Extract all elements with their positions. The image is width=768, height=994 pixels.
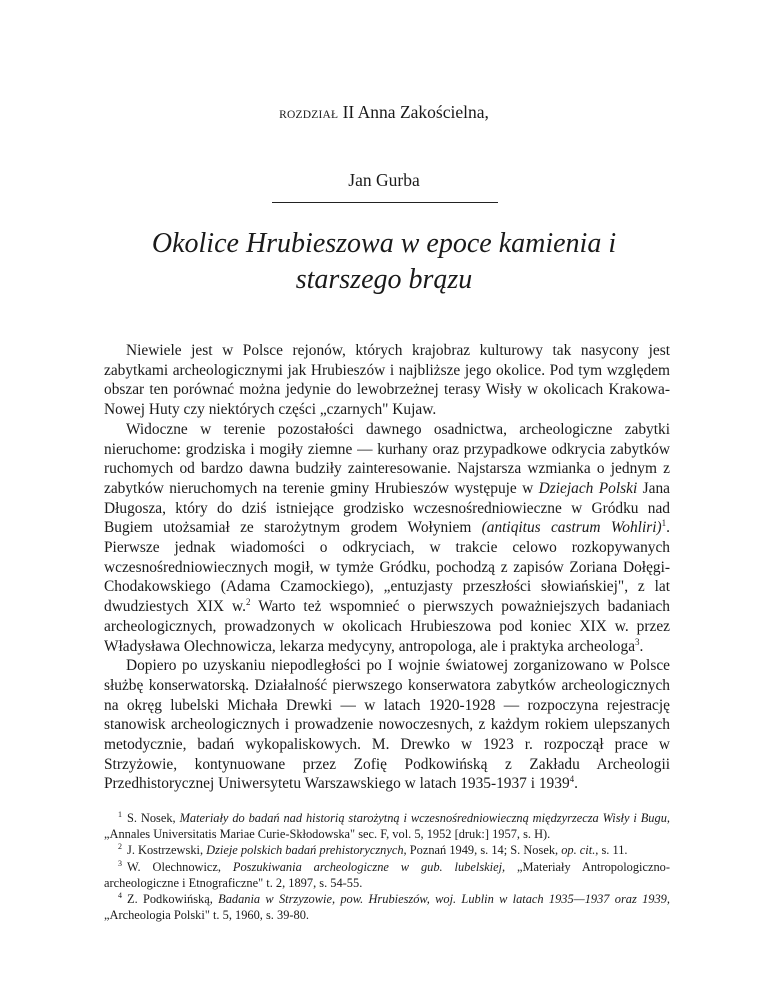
footnote-1-title: Materiały do badań nad historią starożytną i wczesnośredniowieczną międzyrzecza Wisły i Bugu, [179,811,670,825]
p3-text-b: . [574,775,578,793]
footnote-3-number: 3 [118,858,122,868]
footnote-2-number: 2 [118,842,122,852]
p2-text-d: Warto też wspomnieć o pierwszych poważniejszych badaniach archeologicznych, prowadzonych w okolicach Hrubieszowa pod koniec XIX w. przez Władysława Olechnowicza, lekarza medycyny, antropologa, ale i praktyka archeologa [104,598,670,655]
footnote-2-title: Dzieje polskich badań prehistorycznych, [206,843,407,858]
footnote-4-number: 4 [118,891,122,901]
title-line-1: Okolice Hrubieszowa w epoce kamienia i [151,228,617,259]
p2-text-a: Widoczne w terenie pozostałości dawnego osadnictwa, archeologiczne zabytki nieruchome: grodziska i mogiły ziemne — kurhany oraz przypadkowe odkrycia zabytków ruchomych od bardzo dawna budziły zainteresowanie. Najstarsza wzmianka o jednym z zabytków nieruchomych na terenie gminy Hrubieszów występuje w [104,420,670,497]
footnote-2 [104,842,670,858]
footnote-ref-4: 4 [569,774,575,785]
footnote-1-source: „Annales Universitatis Mariae Curie-Skłodowska" sec. F, vol. 5, 1952 [druk:] 1957, s. H). [104,827,551,842]
footnote-ref-1: 1 [661,518,667,529]
author-2: Jan Gurba [348,170,420,190]
chapter-label: ROZDZIAŁ [279,109,339,121]
footnote-2-text-c: s. 11. [598,843,628,858]
footnote-1-author: S. Nosek, [127,811,180,825]
footnote-1 [104,810,670,842]
title-rule [272,202,498,203]
footnote-3-title: Poszukiwania archeologiczne w gub. lubelskiej, [232,859,506,874]
body-text [104,341,670,794]
title-line-2: starszego brązu [295,264,473,295]
footnote-2-author: J. Kostrzewski, [127,843,207,858]
p2-italic-latin: (antiqitus castrum Wohliri) [481,519,662,537]
footnotes [104,810,670,923]
footnote-2-opcit: op. cit., [561,843,599,858]
chapter-title [80,226,688,298]
footnote-ref-2: 2 [245,597,251,608]
paragraph-3 [104,656,670,794]
footnote-4 [104,891,670,923]
p3-text-a: Dopiero po uzyskaniu niepodległości po I wojnie światowej zorganizowano w Polsce służbę konserwatorską. Działalność pierwszego konserwatora zabytków archeologicznych na okręg lubelski Michała Drewki — w latach 1920-1928 — rozpoczyna rejestrację stanowisk archeologicznych i prowadzenie nowoczesnych, z każdym rokiem ulepszanych metodycznie, badań wykopaliskowych. M. Drewko w 1923 r. rozpoczął prace w Strzyżowie, kontynuowane przez Zofię Podkowińską z Zakładu Archeologii Przedhistorycznej Uniwersytetu Warszawskiego w latach 1935-1937 i 1939 [104,657,670,793]
author-1: Anna Zakościelna, [357,102,489,122]
footnote-4-author: Z. Podkowińską, [127,892,219,907]
p2-text-e: . [639,637,644,655]
footnote-3-source: „Materiały Antropologiczno-archeologiczne i Etnograficzne" t. 2, 1897, s. 54-55. [104,859,670,890]
footnote-ref-3: 3 [635,636,640,647]
footnote-4-title: Badania w Strzyzowie, pow. Hrubieszów, woj. Lublin w latach 1935—1937 oraz 1939, [218,892,670,907]
p2-italic-title: Dziejach Polski [538,479,638,497]
footnote-3-author: W. Olechnowicz, [127,859,233,874]
footnote-2-text-b: Poznań 1949, s. 14; S. Nosek, [406,843,562,858]
footnote-1-number: 1 [118,810,122,819]
p2-text-b: Jana Długosza, który do dziś istniejące grodzisko wczesnośredniowieczne w Gródku nad Bugiem utożsamiał ze starożytnym grodem Wołyniem [104,479,670,537]
paragraph-2 [104,420,670,656]
p2-text-c: . Pierwsze jednak wiadomości o odkryciach, w trakcie celowo rozkopywanych wczesnośredniowiecznych mogił, w tymże Gródku, pochodzą z zapisów Zoriana Dołęgi-Chodakowskiego (Adama Czamockiego), „entuzjasty przeszłości słowiańskiej", z lat dwudziestych XIX w. [104,519,670,616]
chapter-header [0,102,768,123]
footnote-4-source: „Archeologia Polski" t. 5, 1960, s. 39-80. [104,908,310,923]
paragraph-1: Niewiele jest w Polsce rejonów, których krajobraz kulturowy tak nasycony jest zabytkami archeologicznymi jak Hrubieszów i najbliższe jego okolice. Pod tym względem obszar ten porównać można jedynie do lewobrzeżnej terasy Wisły w okolicach Krakowa-Nowej Huty czy niektórych części „czarnych" Kujaw. [104,342,670,419]
chapter-number: II [342,102,355,122]
footnote-3 [104,859,670,891]
